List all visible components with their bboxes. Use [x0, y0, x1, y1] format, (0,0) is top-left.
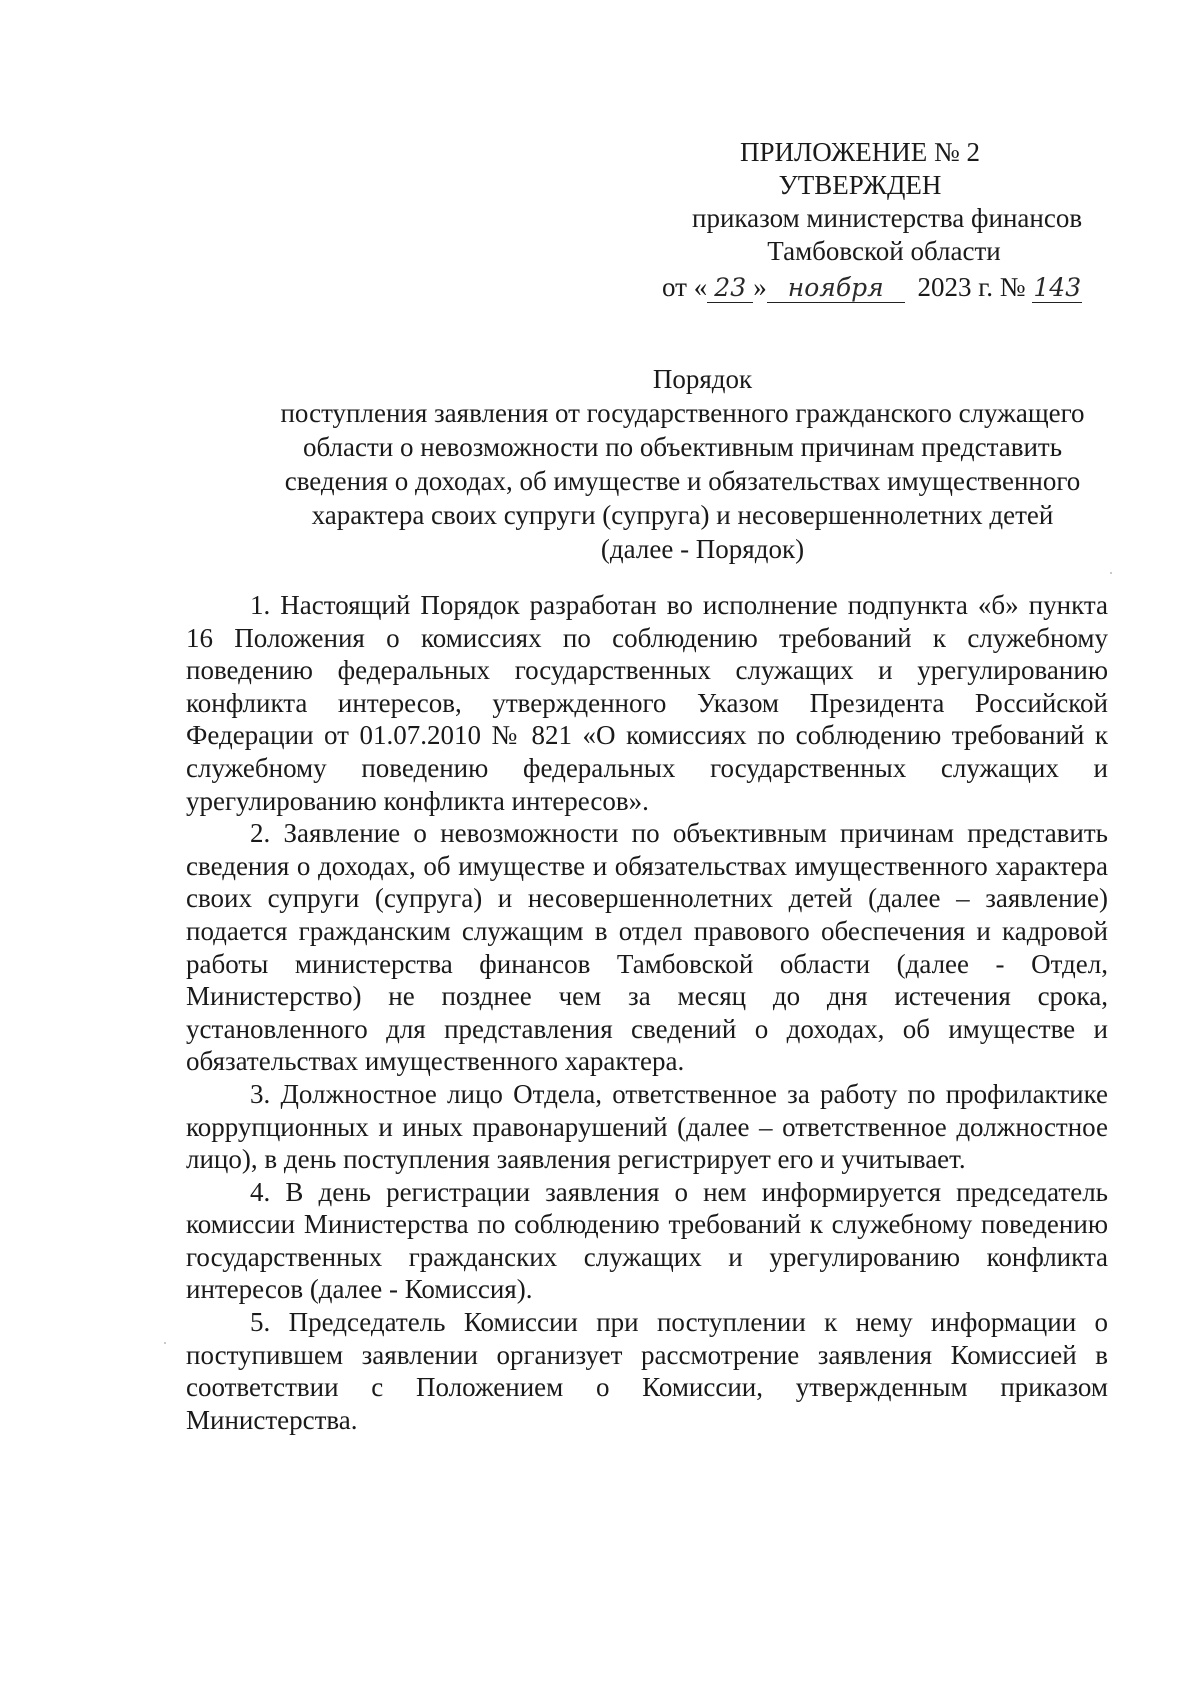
date-prefix: от « — [662, 272, 708, 302]
appendix-number: ПРИЛОЖЕНИЕ № 2 — [739, 137, 981, 167]
handwritten-day: 23 — [714, 273, 747, 302]
paragraph-3: 3. Должностное лицо Отдела, ответственное за работу по профилактике коррупционных и иных правонарушений (далее – ответственное должностное лицо), в день поступления заявления регистрирует его и учитывает. — [186, 1078, 1108, 1175]
scan-speck — [164, 1342, 166, 1344]
title-heading: Порядок — [652, 364, 753, 394]
scan-speck — [1110, 572, 1112, 574]
document-title — [180, 362, 1110, 566]
date-quote-close: » — [753, 272, 767, 302]
title-suffix: (далее - Порядок) — [600, 534, 805, 564]
paragraph-4: 4. В день регистрации заявления о нем информируется председатель комиссии Министерства по соблюдению требований к служебному поведению государственных гражданских служащих и урегулированию конфликта интересов (далее - Комиссия). — [186, 1176, 1108, 1305]
paragraph-1: 1. Настоящий Порядок разработан во исполнение подпункта «б» пункта 16 Положения о комиссиях по соблюдению требований к служебному поведению федеральных государственных служащих и урегулированию конфликта интересов, утвержденного Указом Президента Российской Федерации от 01.07.2010 № 821 «О комиссиях по соблюдению требований к служебному поведению федеральных государственных служащих и урегулированию конфликта интересов». — [186, 590, 1108, 816]
order-number-field — [1032, 273, 1082, 303]
order-region: Тамбовской области — [767, 236, 1001, 266]
order-date-line — [662, 270, 1082, 304]
handwritten-order-number: 143 — [1033, 273, 1082, 302]
approved-label: УТВЕРЖДЕН — [778, 170, 942, 200]
paragraph-5: 5. Председатель Комиссии при поступлении к нему информации о поступившем заявлении организует рассмотрение заявления Комиссией в соответствии с Положением о Комиссии, утвержденным приказом Министерства. — [186, 1307, 1108, 1435]
date-day-field — [707, 273, 753, 303]
document-body — [186, 589, 1108, 1436]
title-body: поступления заявления от государственного гражданского служащего области о невозможности по объективным причинам представить сведения о доходах, об имуществе и обязательствах имущественного характера своих супруги (супруга) и несовершеннолетних детей — [280, 398, 1085, 530]
approval-block — [640, 136, 1083, 268]
paragraph-2: 2. Заявление о невозможности по объективным причинам представить сведения о доходах, об имуществе и обязательствах имущественного характера своих супруги (супруга) и несовершеннолетних детей (далее – заявление) подается гражданским служащим в отдел правового обеспечения и кадровой работы министерства финансов Тамбовской области (далее - Отдел, Министерство) не позднее чем за месяц до дня истечения срока, установленного для представления сведений о доходах, об имуществе и обязательствах имущественного характера. — [186, 818, 1108, 1077]
date-month-field — [767, 273, 905, 303]
order-issuer: приказом министерства финансов — [692, 203, 1083, 233]
date-year-number-label: 2023 г. № — [917, 272, 1026, 302]
handwritten-month: ноября — [787, 273, 884, 302]
